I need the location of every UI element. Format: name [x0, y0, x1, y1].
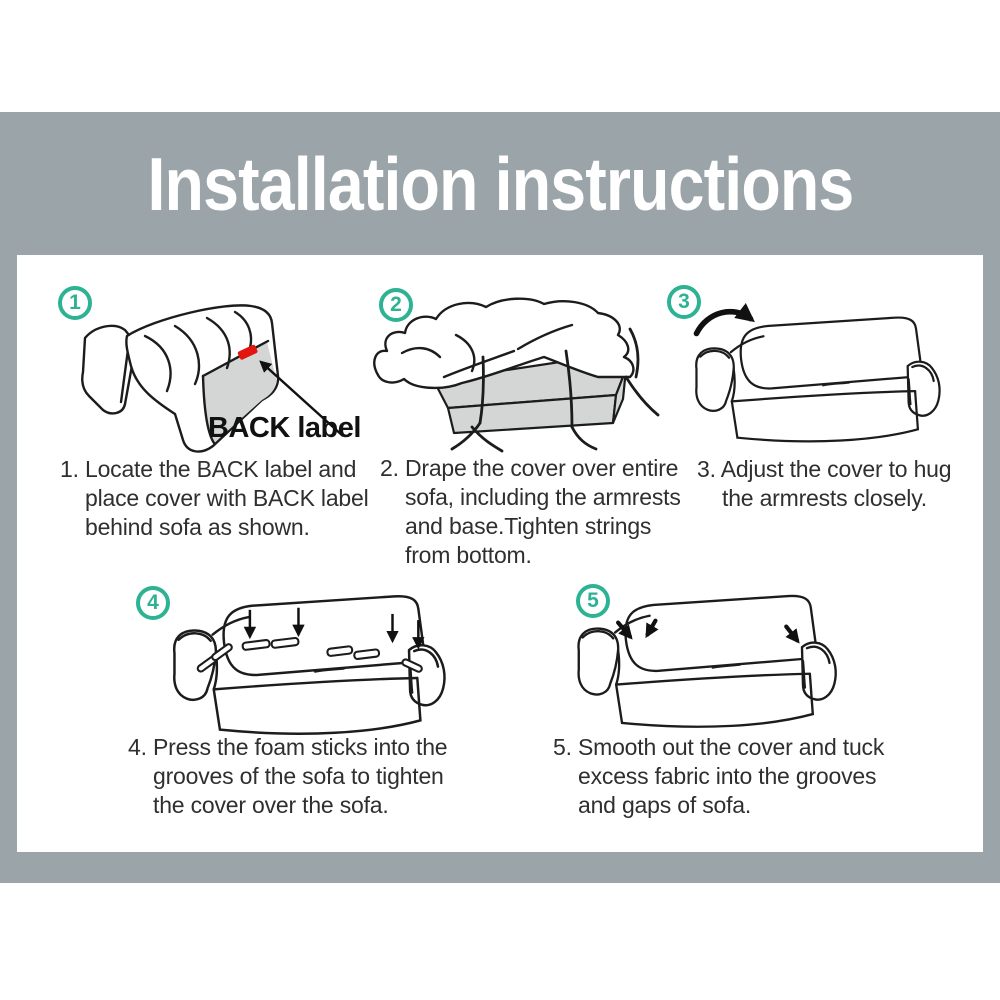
instruction-line: and base.Tighten strings: [405, 513, 652, 539]
step-3-number: 3: [678, 290, 690, 313]
step-4-number: 4: [147, 591, 159, 614]
step-1-instruction: [60, 455, 375, 542]
instruction-line: 4. Press the foam sticks into the: [128, 734, 448, 760]
foam-stick: [354, 649, 379, 659]
sofa-foam-sticks-illustration: [160, 585, 470, 740]
instruction-line: from bottom.: [405, 542, 532, 568]
instruction-line: grooves of the sofa to tighten: [153, 763, 444, 789]
instruction-line: sofa, including the armrests: [405, 484, 681, 510]
step-5-number: 5: [587, 589, 599, 612]
sofa-tuck-fabric-illustration: [565, 585, 860, 733]
instruction-line: the cover over the sofa.: [153, 792, 389, 818]
page-title: [0, 112, 1000, 255]
sofa-hug-armrest-illustration: [683, 300, 963, 447]
step-2-number: 2: [390, 293, 402, 316]
adjust-arrow: [696, 312, 750, 334]
sofa-draped-cover-illustration: [368, 293, 673, 463]
foam-stick: [327, 646, 352, 656]
instruction-line: 1. Locate the BACK label and: [60, 456, 357, 482]
instruction-line: excess fabric into the grooves: [578, 763, 877, 789]
instruction-line: 2. Drape the cover over entire: [380, 455, 679, 481]
instruction-line: behind sofa as shown.: [85, 514, 310, 540]
instruction-line: 5. Smooth out the cover and tuck: [553, 734, 885, 760]
instruction-line: 3. Adjust the cover to hug: [697, 456, 952, 482]
step-5-instruction: [553, 733, 908, 820]
step-4-instruction: [128, 733, 478, 820]
step-1-number: 1: [69, 291, 81, 314]
instruction-line: and gaps of sofa.: [578, 792, 752, 818]
instruction-line: the armrests closely.: [722, 485, 927, 511]
step-3-instruction: [697, 455, 972, 513]
step-2-instruction: [380, 454, 685, 570]
back-label-text: BACK label: [208, 412, 361, 444]
page-title-text: Installation instructions: [146, 141, 853, 226]
instruction-line: place cover with BACK label: [85, 485, 369, 511]
